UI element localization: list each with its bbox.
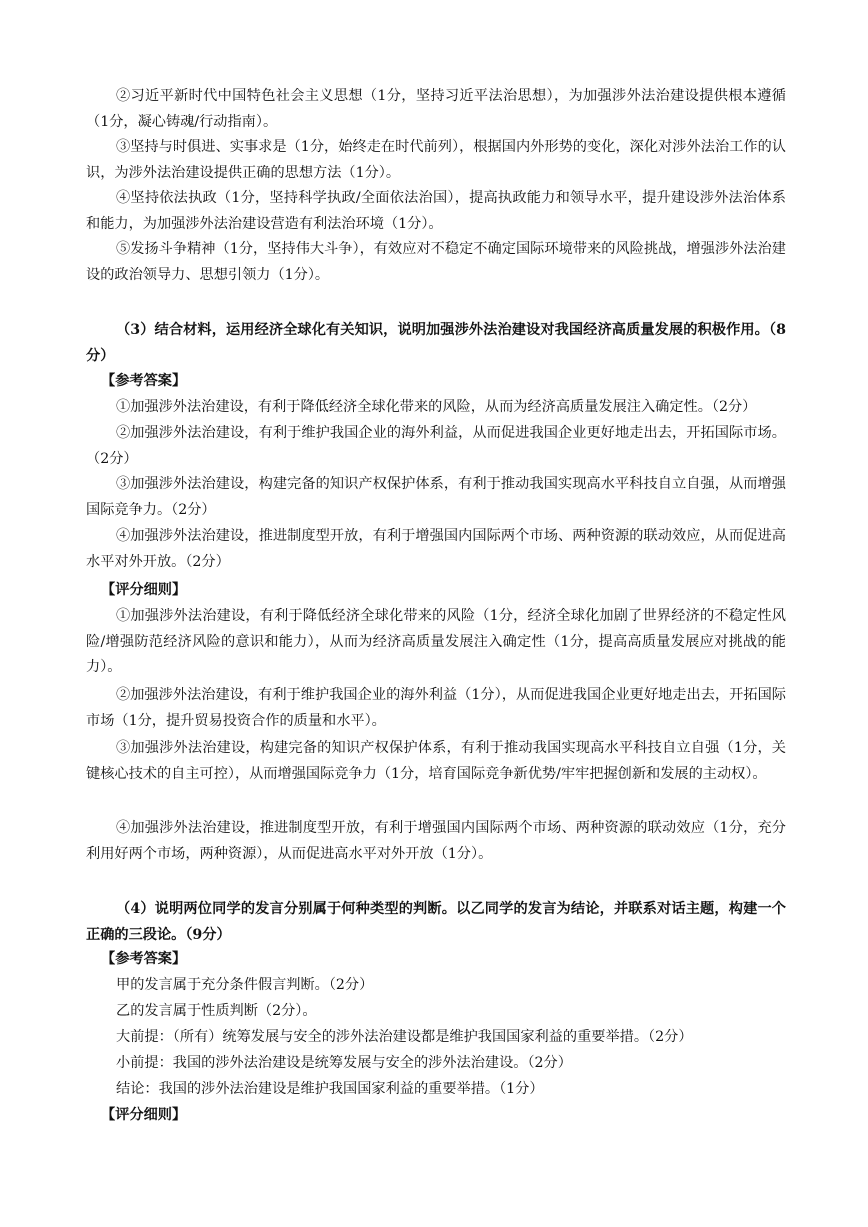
q3-rubric-label: 【评分细则】 (101, 582, 187, 598)
q3-rubric-item-1: ①加强涉外法治建设，有利于降低经济全球化带来的风险（1分，经济全球化加剧了世界经济的不稳定性风险/增强防范经济风险的意识和能力），从而为经济高质量发展注入确定性（1分，提高高质量发展应对挑战的能力）。 (86, 608, 786, 675)
question-3: （3）结合材料，运用经济全球化有关知识，说明加强涉外法治建设对我国经济高质量发展的积极作用。（8分） (86, 322, 786, 364)
answer-item-2: ②习近平新时代中国特色社会主义思想（1分，坚持习近平法治思想），为加强涉外法治建设提供根本遵循（1分，凝心铸魂/行动指南）。 (86, 88, 786, 130)
q3-rubric-item-2: ②加强涉外法治建设，有利于维护我国企业的海外利益（1分），从而促进我国企业更好地走出去，开拓国际市场（1分，提升贸易投资合作的质量和水平）。 (86, 687, 786, 729)
answer-item-4: ④坚持依法执政（1分，坚持科学执政/全面依法治国），提高执政能力和领导水平，提升建设涉外法治体系和能力，为加强涉外法治建设营造有利法治环境（1分）。 (86, 190, 786, 232)
q3-reference-item-4: ④加强涉外法治建设，推进制度型开放，有利于增强国内国际两个市场、两种资源的联动效应，从而促进高水平对外开放。（2分） (86, 528, 786, 570)
q3-reference-item-2: ②加强涉外法治建设，有利于维护我国企业的海外利益，从而促进我国企业更好地走出去，开拓国际市场。（2分） (86, 425, 786, 467)
question-4: （4）说明两位同学的发言分别属于何种类型的判断。以乙同学的发言为结论，并联系对话主题，构建一个正确的三段论。（9分） (86, 901, 786, 943)
q4-reference-item-2: 乙的发言属于性质判断（2分）。 (116, 1003, 317, 1019)
q4-rubric-label: 【评分细则】 (101, 1107, 187, 1123)
q4-minor-premise: 小前提：我国的涉外法治建设是统筹发展与安全的涉外法治建设。（2分） (116, 1055, 572, 1071)
q4-reference-item-1: 甲的发言属于充分条件假言判断。（2分） (116, 977, 374, 993)
q4-major-premise: 大前提：（所有）统筹发展与安全的涉外法治建设都是维护我国国家利益的重要举措。（2分） (116, 1029, 693, 1045)
q4-reference-answer-label: 【参考答案】 (101, 951, 187, 967)
answer-item-3: ③坚持与时俱进、实事求是（1分，始终走在时代前列），根据国内外形势的变化，深化对涉外法治工作的认识，为涉外法治建设提供正确的思想方法（1分）。 (86, 139, 786, 181)
answer-item-5: ⑤发扬斗争精神（1分，坚持伟大斗争），有效应对不稳定不确定国际环境带来的风险挑战，增强涉外法治建设的政治领导力、思想引领力（1分）。 (86, 241, 786, 283)
q3-rubric-item-4: ④加强涉外法治建设，推进制度型开放，有利于增强国内国际两个市场、两种资源的联动效应（1分，充分利用好两个市场，两种资源），从而促进高水平对外开放（1分）。 (86, 820, 786, 862)
q3-reference-answer-label: 【参考答案】 (101, 373, 187, 389)
q4-conclusion: 结论：我国的涉外法治建设是维护我国国家利益的重要举措。（1分） (116, 1081, 544, 1097)
q3-reference-item-1: ①加强涉外法治建设，有利于降低经济全球化带来的风险，从而为经济高质量发展注入确定性。（2分） (116, 399, 757, 415)
q3-reference-item-3: ③加强涉外法治建设，构建完备的知识产权保护体系，有利于推动我国实现高水平科技自立自强，从而增强国际竞争力。（2分） (86, 476, 786, 518)
q3-rubric-item-3: ③加强涉外法治建设，构建完备的知识产权保护体系，有利于推动我国实现高水平科技自立自强（1分，关键核心技术的自主可控），从而增强国际竞争力（1分，培育国际竞争新优势/牢牢把握创新和发展的主动权）。 (86, 740, 786, 782)
